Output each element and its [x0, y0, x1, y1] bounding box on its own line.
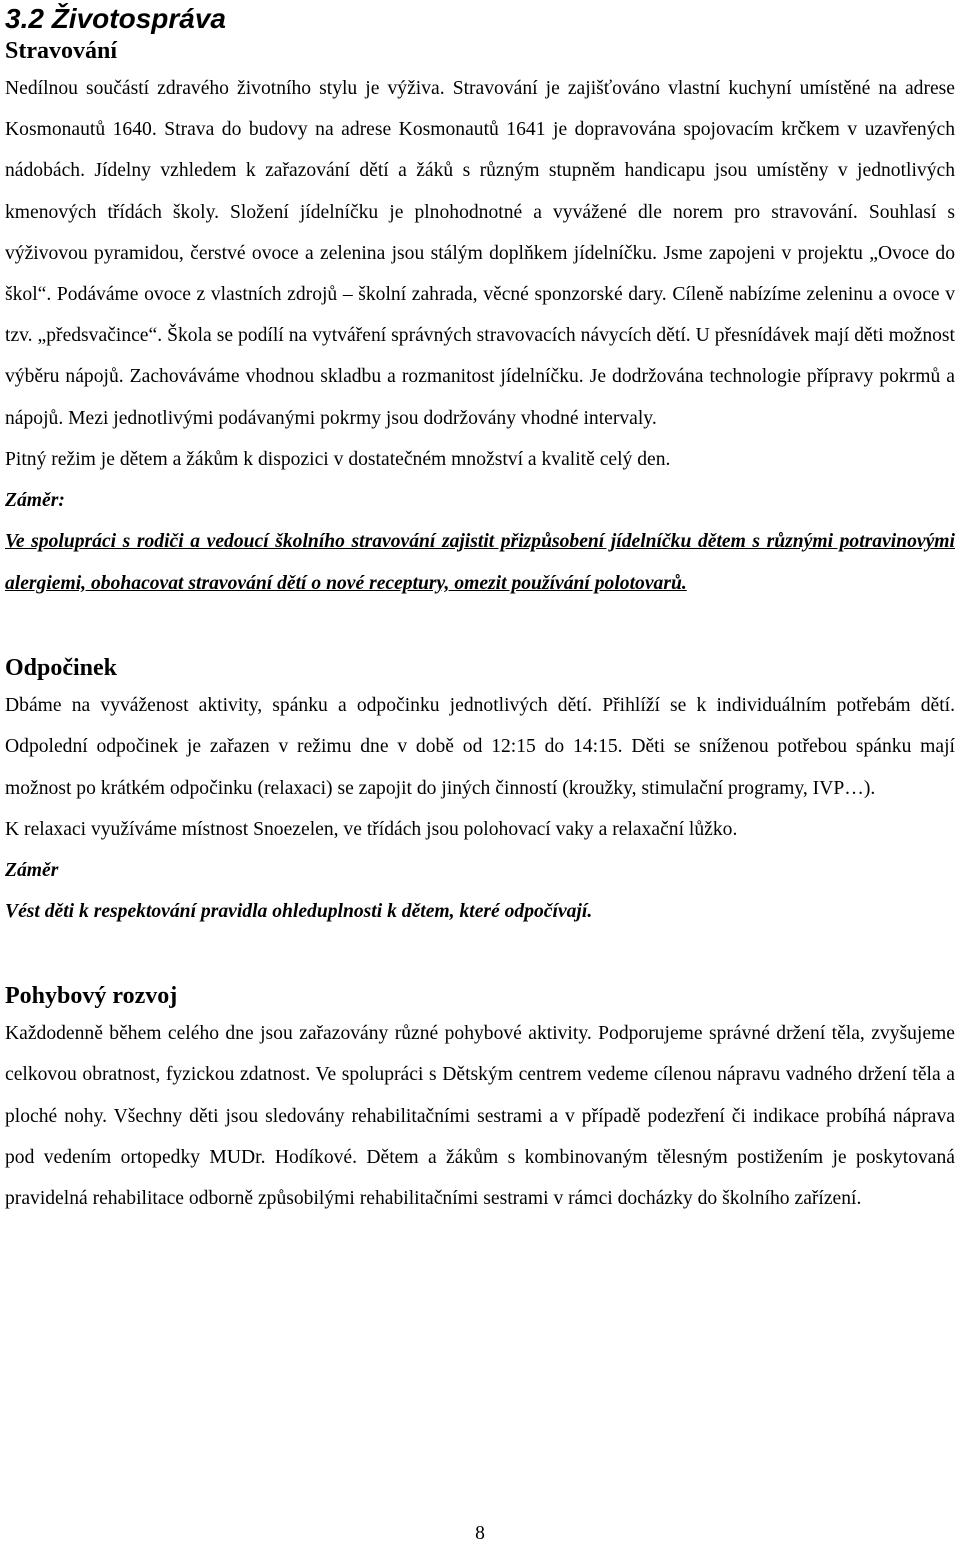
- paragraph-stravovani-2: Pitný režim je dětem a žákům k dispozici v dostatečném množství a kvalitě celý den.: [5, 448, 671, 470]
- paragraph-pohybovy-1: Každodenně během celého dne jsou zařazovány různé pohybové aktivity. Podporujeme správné držení těla, zvyšujeme celkovou obratnost, fyzickou zdatnost. Ve spolupráci s Dětským centrem vedeme cílenou nápravu vadného držení těla a ploché nohy. Všechny děti jsou sledovány rehabilitačními sestrami a v případě podezření či indikace probíhá náprava pod vedením ortopedky MUDr. Hodíkové. Dětem a žákům s kombinovaným tělesným postižením je poskytovaná pravidelná rehabilitace odborně způsobilými rehabilitačními sestrami v rámci docházky do školního zařízení.: [5, 1023, 955, 1210]
- section-title: 3.2 Životospráva: [5, 3, 226, 34]
- page-number: 8: [475, 1523, 485, 1544]
- heading-stravovani: Stravování: [5, 38, 118, 64]
- heading-odpocinek: Odpočinek: [5, 655, 118, 682]
- paragraph-odpocinek-2: K relaxaci využíváme místnost Snoezelen, ve třídách jsou polohovací vaky a relaxační lůžko.: [5, 818, 738, 840]
- zamer-text-odpocinek: Vést děti k respektování pravidla ohleduplnosti k dětem, které odpočívají.: [5, 901, 593, 923]
- paragraph-stravovani-1: Nedílnou součástí zdravého životního stylu je výživa. Stravování je zajišťováno vlastní kuchyní umístěné na adrese Kosmonautů 1640. Strava do budovy na adrese Kosmonautů 1641 je dopravována spojovacím krčkem v uzavřených nádobách. Jídelny vzhledem k zařazování dětí a žáků s různým stupněm handicapu jsou umístěny v jednotlivých kmenových třídách školy. Složení jídelníčku je plnohodnotné a vyvážené dle norem pro stravování. Souhlasí s výživovou pyramidou, čerstvé ovoce a zelenina jsou stálým doplňkem jídelníčku. Jsme zapojeni v projektu „Ovoce do škol“. Podáváme ovoce z vlastních zdrojů – školní zahrada, věcné sponzorské dary. Cíleně nabízíme zeleninu a ovoce v tzv. „předsvačince“. Škola se podílí na vytváření správných stravovacích návycích dětí. U přesnídávek mají děti možnost výběru nápojů. Zachováváme vhodnou skladbu a rozmanitost jídelníčku. Je dodržována technologie přípravy pokrmů a nápojů. Mezi jednotlivými podávanými pokrmy jsou dodržovány vhodné intervaly.: [5, 78, 955, 429]
- paragraph-odpocinek-1: Dbáme na vyváženost aktivity, spánku a odpočinku jednotlivých dětí. Přihlíží se k individuálním potřebám dětí. Odpolední odpočinek je zařazen v režimu dne v době od 12:15 do 14:15. Děti se sníženou potřebou spánku mají možnost po krátkém odpočinku (relaxaci) se zapojit do jiných činností (kroužky, stimulační programy, IVP…).: [5, 695, 955, 799]
- zamer-label-stravovani: Záměr:: [5, 490, 65, 512]
- zamer-text-stravovani: Ve spolupráci s rodiči a vedoucí školního stravování zajistit přizpůsobení jídelníčku dětem s různými potravinovými alergiemi, obohacovat stravování dětí o nové receptury, omezit používání polotovarů.: [5, 531, 955, 595]
- zamer-label-odpocinek: Záměr: [5, 860, 59, 882]
- document-page: [5, 0, 955, 1219]
- heading-pohybovy-rozvoj: Pohybový rozvoj: [5, 983, 178, 1010]
